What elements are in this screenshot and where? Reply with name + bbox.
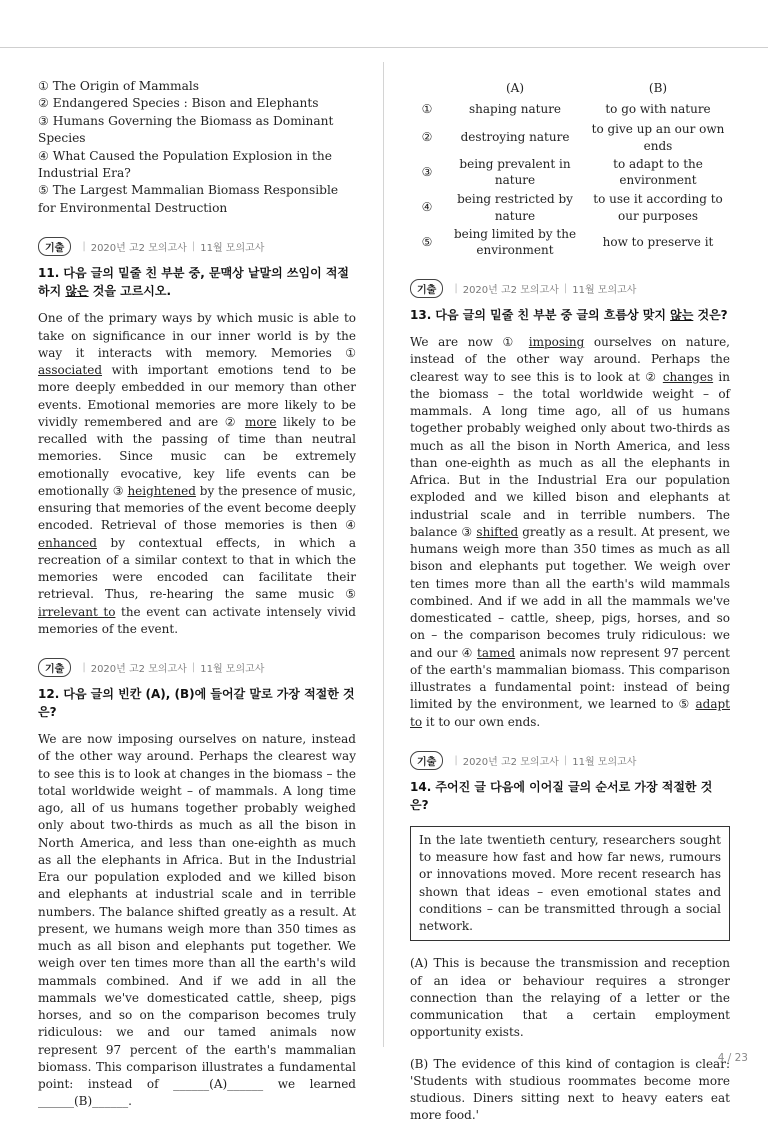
table-header xyxy=(410,78,730,98)
q12-meta: 기출 | 2020년 고2 모의고사 | 11월 모의고사 xyxy=(38,658,356,677)
past-exam-badge: 기출 xyxy=(410,751,443,770)
table-row: ⑤ being limited by the environment how to preserve it xyxy=(421,226,714,257)
q13-passage: We are now ① imposing ourselves on nature, instead of the other way around. Perhaps the clearest way to see this is to look at ② changes in the biomass – the total worldwide weight – of mammals. A long time ago, all of us humans together probably weighed only about two-thirds as much as all the bison in North America, and less than one-eighth as much as all the elephants in Africa. But in the Industrial Era our population exploded and we killed bison and elephants at industrial scale and in terrible numbers. The balance ③ shifted greatly as a result. At present, we humans weigh more than 350 times as much as all bison and elephants put together. We weigh over ten times more than all the earth's wild mammals combined. And if we add in all the mammals we've domesticated – cattle, sheep, pigs, horses, and so on – the comparison becomes truly ridiculous: we and our ④ tamed animals now represent 97 percent of the earth's mammalian biomass. This comparison illustrates a fundamental point: instead of being limited by the environment, we learned to ⑤ adapt to it to our own ends. xyxy=(410,335,730,729)
page-number: 4 / 23 xyxy=(717,1052,748,1064)
q10-options xyxy=(38,78,356,217)
q12-answer-table xyxy=(410,78,730,259)
q10-option: ① The Origin of Mammals xyxy=(38,79,200,93)
exam-year: 2020년 고2 모의고사 xyxy=(90,664,187,675)
past-exam-badge: 기출 xyxy=(38,658,71,677)
q11-passage: One of the primary ways by which music is able to take on significance in our inner world is by the way it interacts with memory. Memories ① associated with important emotions tend to be more deeply embedded in our memory than other events. Emotional memories are more likely to be vividly remembered and are ② more likely to be recalled with the passing of time than neutral memories. Since music can be extremely emotionally evocative, key life events can be emotionally ③ heightened by the presence of music, ensuring that memories of the event become deeply encoded. Retrieval of those memories is then ④ enhanced by contextual effects, in which a recreation of a similar context to that in which the memories were encoded can facilitate their retrieval. Thus, re-hearing the same music ⑤ irrelevant to the event can activate intensely vivid memories of the event. xyxy=(38,311,356,636)
q12-title: 12. 다음 글의 빈칸 (A), (B)에 들어갈 말로 가장 적절한 것은? xyxy=(38,687,355,719)
q14-paragraph-a: (A) This is because the transmission and reception of an idea or behaviour requires a stronger connection than the relaying of a letter or the communication that a certain employment opportunity exists. xyxy=(410,956,730,1040)
q10-option: ② Endangered Species : Bison and Elephants xyxy=(38,96,319,111)
exam-month: 11월 모의고사 xyxy=(200,243,265,255)
q14-given-passage-box: In the late twentieth century, researchers sought to measure how fast and how far news, rumours or innovations moved. More recent research has shown that ideas – even emotional states and conditions – can be transmitted through a social network. xyxy=(410,826,730,942)
q11-title: 11. 다음 글의 밑줄 친 부분 중, 문맥상 낱말의 쓰임이 적절하지 않은 것을 고르시오. xyxy=(38,266,350,299)
q13-meta: 기출 | 2020년 고2 모의고사 | 11월 모의고사 xyxy=(410,279,730,298)
q12-passage: We are now imposing ourselves on nature, instead of the other way around. Perhaps the clearest way to see this is to look at changes in the biomass – the total worldwide weight – of mammals. A long time ago, all of us humans together probably weighed only about two-thirds as much as all the bison in North America, and less than one-eighth as much as all the elephants in Africa. But in the Industrial Era our population exploded and we killed bison and elephants at industrial scale and in terrible numbers. The balance shifted greatly as a result. At present, we humans weigh more than 350 times as much as all bison and elephants put together. We weigh over ten times more than all the earth's wild mammals combined. And if we add in all the mammals we've domesticated cattle, sheep, pigs horses, and so on the comparison becomes truly ridiculous: we and our tamed animals now represent 97 percent of the earth's mammalian biomass. This comparison illustrates a fundamental point: instead of ______(A)______ we learned ______(B)______. xyxy=(38,732,356,1109)
q10-option: ⑤ The Largest Mammalian Biomass Responsible for Environmental Destruction xyxy=(38,183,339,215)
column-divider xyxy=(383,62,384,1047)
table-row: ④ being restricted by nature to use it according to our purposes xyxy=(421,192,723,223)
q10-option: ③ Humans Governing the Biomass as Dominant Species xyxy=(38,113,334,146)
right-column xyxy=(410,78,730,1125)
column-b-header: (B) xyxy=(648,80,668,95)
header-rule xyxy=(0,47,768,48)
exam-month: 11월 모의고사 xyxy=(572,285,637,296)
q13-title: 13. 다음 글의 밑줄 친 부분 중 글의 흐름상 맞지 않는 것은? xyxy=(410,308,728,322)
q14-paragraph-b: (B) The evidence of this kind of contagion is clear: 'Students with studious roommates become more studious. Diners sitting next to heavy eaters eat more food.' xyxy=(410,1056,730,1123)
table-row: ③ being prevalent in nature to adapt to the environment xyxy=(421,156,703,187)
left-column xyxy=(38,78,356,1111)
column-a-header: (A) xyxy=(505,80,525,95)
exam-month: 11월 모의고사 xyxy=(200,664,265,675)
table-row: ① shaping nature to go with nature xyxy=(421,102,711,117)
exam-year: 2020년 고2 모의고사 xyxy=(462,756,559,768)
table-row: ② destroying nature to give up an our own ends xyxy=(421,122,725,153)
exam-year: 2020년 고2 모의고사 xyxy=(462,285,559,296)
exam-month: 11월 모의고사 xyxy=(572,756,637,768)
q14-meta: 기출 | 2020년 고2 모의고사 | 11월 모의고사 xyxy=(410,751,730,770)
past-exam-badge: 기출 xyxy=(38,237,71,256)
past-exam-badge: 기출 xyxy=(410,279,443,298)
q10-option: ④ What Caused the Population Explosion in the Industrial Era? xyxy=(38,148,332,181)
q11-meta: 기출 | 2020년 고2 모의고사 | 11월 모의고사 xyxy=(38,237,356,256)
q14-title: 14. 주어진 글 다음에 이어질 글의 순서로 가장 적절한 것은? xyxy=(410,779,713,812)
exam-year: 2020년 고2 모의고사 xyxy=(90,243,187,255)
